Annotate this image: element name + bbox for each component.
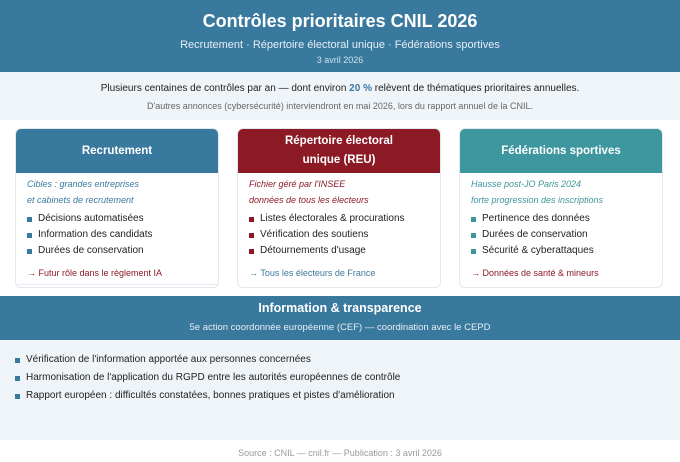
card-list: [249, 211, 440, 259]
list-item: [471, 243, 662, 259]
list-item-text: Information des candidats: [38, 229, 153, 240]
topic-card: [459, 128, 663, 288]
card-note-line: Hausse post-JO Paris 2024: [471, 179, 582, 189]
card-footer: → Futur rôle dans le règlement IA: [27, 268, 163, 278]
list-item-text: Harmonisation de l'application du RGPD entre les autorités européennes de contrôle: [26, 372, 401, 383]
bullet-square-icon: [471, 233, 476, 238]
bullet-square-icon: [15, 394, 20, 399]
list-item-text: Durées de conservation: [482, 229, 588, 240]
bullet-square-icon: [249, 217, 254, 222]
page-title: Contrôles prioritaires CNIL 2026: [202, 11, 478, 31]
card-note-line: et cabinets de recrutement: [27, 195, 134, 205]
list-item: [249, 243, 440, 259]
topic-card: [15, 128, 219, 288]
list-item: [27, 243, 218, 259]
bullet-square-icon: [471, 217, 476, 222]
list-item: [27, 211, 218, 227]
card-list: [471, 211, 662, 259]
list-item-text: Pertinence des données: [482, 213, 590, 224]
transparency-band: [0, 296, 680, 340]
list-item-text: Décisions automatisées: [38, 213, 144, 224]
card-note: [249, 176, 440, 208]
intro-text: relèvent de thématiques prioritaires annuelles.: [371, 83, 580, 94]
card-footer: → Données de santé & mineurs: [471, 268, 599, 278]
list-item: [471, 211, 662, 227]
bullet-square-icon: [27, 233, 32, 238]
bullet-square-icon: [471, 249, 476, 254]
card-title-text: Recrutement: [81, 144, 153, 157]
list-item-text: Durées de conservation: [38, 245, 144, 256]
bullet-square-icon: [15, 358, 20, 363]
list-item: [471, 227, 662, 243]
card-note-line: Fichier géré par l'INSEE: [249, 179, 346, 189]
bullet-square-icon: [27, 249, 32, 254]
list-item: [15, 369, 680, 387]
list-item: [15, 387, 680, 405]
card-title-text: Fédérations sportives: [501, 144, 621, 157]
intro-text: Plusieurs centaines de contrôles par an — dont environ: [100, 83, 350, 94]
list-item-text: Vérification de l'information apportée aux personnes concernées: [26, 354, 311, 365]
divider: [16, 284, 218, 285]
band-title: Information & transparence: [258, 301, 422, 315]
card-note-line: forte progression des inscriptions: [471, 195, 604, 205]
transparency-list: [0, 340, 680, 440]
bullet-square-icon: [15, 376, 20, 381]
card-note-line: données de tous les électeurs: [249, 195, 369, 205]
card-title: [16, 129, 218, 173]
card-title: [460, 129, 662, 173]
card-title: [238, 129, 440, 173]
card-note-line: Cibles : grandes entreprises: [27, 179, 140, 189]
bullet-square-icon: [27, 217, 32, 222]
source-footer: Source : CNIL — cnil.fr — Publication : 3 avril 2026: [238, 448, 442, 458]
band-subtitle: 5e action coordonnée européenne (CEF) — coordination avec le CEPD: [189, 322, 491, 333]
list-item-text: Sécurité & cyberattaques: [482, 245, 594, 256]
intro-line: [0, 83, 680, 94]
publication-date: 3 avril 2026: [316, 55, 364, 65]
list-item-text: Vérification des soutiens: [260, 229, 369, 240]
topic-card: [237, 128, 441, 288]
list-item: [27, 227, 218, 243]
header: [0, 0, 680, 72]
bullet-square-icon: [249, 249, 254, 254]
list-item: [15, 351, 680, 369]
list-item-text: Listes électorales & procurations: [260, 213, 405, 224]
list-item: [249, 227, 440, 243]
card-note: [27, 176, 218, 208]
intro-note: D'autres annonces (cybersécurité) interviendront en mai 2026, lors du rapport annuel de la CNIL.: [147, 101, 533, 111]
bullet-square-icon: [249, 233, 254, 238]
list-item-text: Détournements d'usage: [260, 245, 366, 256]
intro-highlight: 20 %: [349, 83, 372, 94]
card-note: [471, 176, 662, 208]
list-item-text: Rapport européen : difficultés constatées, bonnes pratiques et pistes d'amélioration: [26, 390, 395, 401]
intro-section: [0, 72, 680, 120]
list-item: [249, 211, 440, 227]
card-title-text: Répertoire électoral unique (REU): [284, 135, 393, 166]
card-list: [27, 211, 218, 259]
page-subtitle: Recrutement · Répertoire électoral unique · Fédérations sportives: [180, 39, 500, 51]
card-footer: → Tous les électeurs de France: [249, 268, 376, 278]
